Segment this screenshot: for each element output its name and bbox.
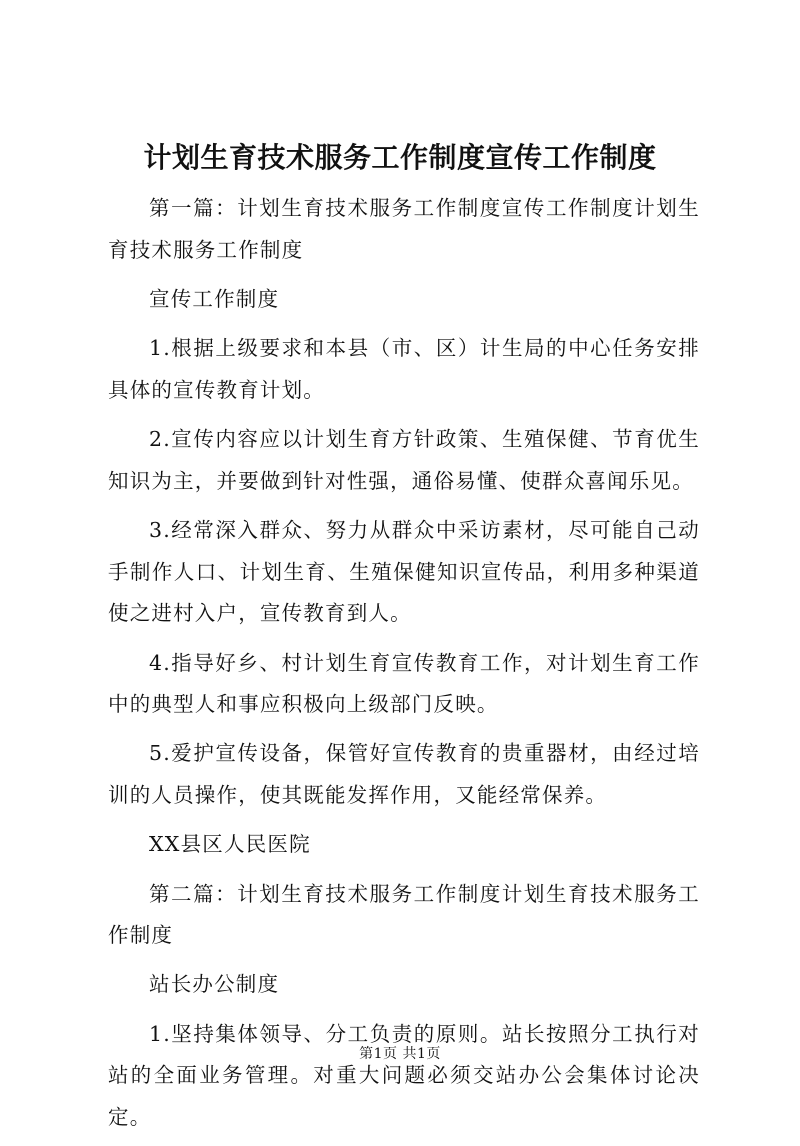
document-title: 计划生育技术服务工作制度宣传工作制度 <box>143 141 657 174</box>
paragraph-item-3: 3.经常深入群众、努力从群众中采访素材，尽可能自己动手制作人口、计划生育、生殖保健知识宣传品，利用多种渠道使之进村入户，宣传教育到人。 <box>108 517 700 626</box>
paragraph-item-2: 2.宣传内容应以计划生育方针政策、生殖保健、节育优生知识为主，并要做到针对性强，通俗易懂、使群众喜闻乐见。 <box>108 427 700 493</box>
paragraph-item-1: 1.根据上级要求和本县（市、区）计生局的中心任务安排具体的宣传教育计划。 <box>108 336 700 402</box>
paragraph-hospital-name: XX县区人民医院 <box>149 832 311 857</box>
document-body <box>108 188 700 1146</box>
paragraph-publicity-system-heading: 宣传工作制度 <box>149 286 280 311</box>
paragraph-office-item-1: 1.坚持集体领导、分工负责的原则。站长按照分工执行对站的全面业务管理。对重大问题必须交站办公会集体讨论决定。 <box>108 1021 700 1130</box>
page-footer: 第1页 共1页 <box>359 1046 441 1062</box>
paragraph-part-one-heading: 第一篇：计划生育技术服务工作制度宣传工作制度计划生育技术服务工作制度 <box>108 196 700 262</box>
paragraph-part-two-heading: 第二篇：计划生育技术服务工作制度计划生育技术服务工作制度 <box>108 881 700 948</box>
paragraph-item-5: 5.爱护宣传设备，保管好宣传教育的贵重器材，由经过培训的人员操作，使其既能发挥作用，又能经常保养。 <box>108 741 700 808</box>
paragraph-item-4: 4.指导好乡、村计划生育宣传教育工作，对计划生育工作中的典型人和事应积极向上级部门反映。 <box>108 650 700 717</box>
paragraph-office-system-heading: 站长办公制度 <box>149 972 280 997</box>
